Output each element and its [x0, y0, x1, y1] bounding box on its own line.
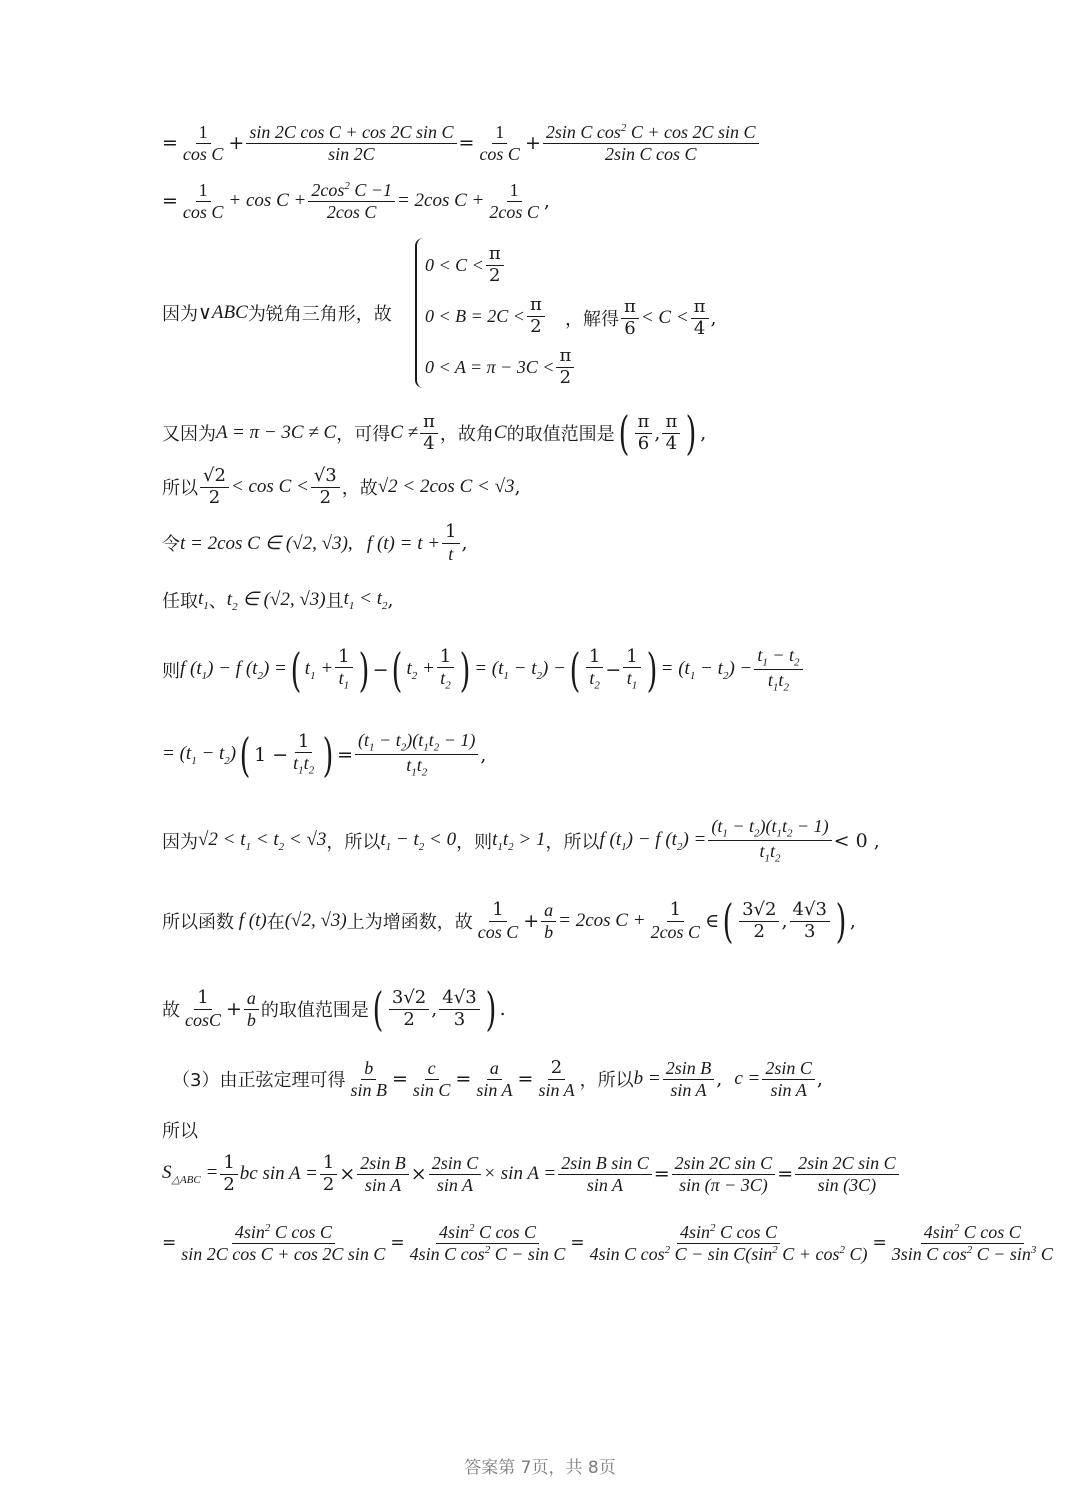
part3-line: （3）由正弦定理可得 $\frac{b}{\text{sin B}}$ = $\frac{c}{\text{sin C}}$ = $\frac{a}{\text{sin A}}$ = $\frac{2}{\text{sin A}}$ ，所以 b = $\frac{\text{2sin B}}{\text{sin A}}$ , c = $\frac{\text{2sin C}}{\text{sin A}}$ ,: [172, 1057, 823, 1100]
take-line: 任取 $t_1$ 、 $t_2$ ∈ (√2, √3) 且 $t_1 < t_2$ ,: [162, 588, 394, 613]
case-row-1: 0 < C < $\frac{\pi}{2}$: [425, 244, 506, 286]
difference-line: 则 f $(t_1) - f$ $(t_2)$ = ( $t_1$ + $\frac{1}{t_1}$ ) − ( $t_2$ + $\frac{1}{t_2}$ ) = $(t_1 - t_2)$ − ( $\frac{1}{t_2}$ − $\frac{1}{t_1}$ ) = $(t_1 - t_2)$ − $\frac{t_1 - t_2}{t_1t_2}$: [162, 645, 805, 694]
increasing-line: 所以函数 f (t) 在 (√2, √3) 上为增函数，故 $\frac{1}{\text{cos C}}$ + $\frac{a}{b}$ = 2cos C + $\frac{1}{\text{2cos C}}$ ∈ ( $\frac{3√2}{2}$ , $\frac{4√3}{3}$ ) ,: [162, 894, 856, 948]
acute-triangle-line: 因为 ∨ ABC 为锐角三角形，故: [162, 302, 392, 325]
so-line: 所以: [162, 1121, 198, 1142]
final-range-line: 故 $\frac{1}{\cos C}$ + $\frac{a}{b}$ 的取值范围是 ( $\frac{3√2}{2}$ , $\frac{4√3}{3}$ ) .: [162, 982, 506, 1036]
equation-line-1: = $\frac{1}{\text{cos C}}$ + $\frac{\text{sin 2C cos C + cos 2C sin C}}{\sin 2C}$ = $\frac{1}{\text{cos C}}$ + $\frac{2\sin C \cos^2 C + \cos 2C \sin C}{\text{2sin C cos C}}$: [162, 122, 761, 164]
range-c-line: 又因为 A = π − 3C ≠ C ，可得 C ≠ $\frac{\pi}{4}$ ，故角 C 的取值范围是 ( $\frac{\pi}{6}$ , $\frac{\pi}{4}$ ) ,: [162, 406, 707, 460]
area-expansion-line: = $\frac{4\sin^2 C \cos C}{\text{sin 2C cos C + cos 2C sin C}}$ = $\frac{4\sin^2 C \cos C}{4\sin C \cos^2 C - \sin C}$ = $\frac{4\sin^2 C \cos C}{4\sin C \cos^2 C - \sin C(\sin^2 C + \cos^2 C)}$ = $\frac{4\sin^2 C \cos C}{3\sin C \cos^2 C - \sin^3 C}$: [162, 1222, 1053, 1264]
factor-line: = $(t_1 - t_2)$ ( 1 − $\frac{1}{t_1t_2}$ ) = $\frac{(t_1 - t_2)(t_1t_2 - 1)}{t_1t_2}$ ,: [162, 727, 487, 782]
page-footer: 答案第 7页，共 8页: [464, 1458, 616, 1478]
case-row-2: 0 < B = 2C < $\frac{\pi}{2}$: [425, 295, 547, 337]
let-t-line: 令 t = 2cos C ∈ (√2, √3), f (t) = t + $\frac{1}{t}$ ,: [162, 521, 468, 564]
case-brace: [415, 238, 425, 388]
equation-line-2: = $\frac{1}{\text{cos C}}$ + cos C + $\frac{2\cos^2 C -1}{\text{2cos C}}$ = 2cos C + $\frac{1}{\text{2cos C}}$ ,: [162, 180, 550, 222]
case-row-3: 0 < A = π − 3C < $\frac{\pi}{2}$: [425, 346, 576, 388]
cos-range-line: 所以 $\frac{√2}{2}$ < cos C < $\frac{√3}{2}$ ，故 √2 < 2cos C < √3 ,: [162, 465, 521, 508]
sign-line: 因为 $√2 < t_1 < t_2 < √3$ ，所以 $t_1 - t_2 < 0$ ，则 $t_1t_2 > 1$ ，所以 f $(t_1) - f$ $(t_2)$ = $\frac{(t_1 - t_2)(t_1t_2 - 1)}{t_1t_2}$ < 0 ,: [162, 816, 880, 865]
area-line: $S_{\triangle ABC}$ = $\frac{1}{2}$ bc sin A = $\frac{1}{2}$ × $\frac{\text{2sin B}}{\text{sin A}}$ × $\frac{\text{2sin C}}{\text{sin A}}$ × sin A = $\frac{\text{2sin B sin C}}{\text{sin A}}$ = $\frac{\text{2sin 2C sin C}}{\sin (\pi - 3C)}$ = $\frac{\text{2sin 2C sin C}}{\sin (3C)}$: [162, 1153, 901, 1195]
solve-result: ，解得 $\frac{\pi}{6}$ < C < $\frac{\pi}{4}$ ,: [565, 296, 717, 339]
